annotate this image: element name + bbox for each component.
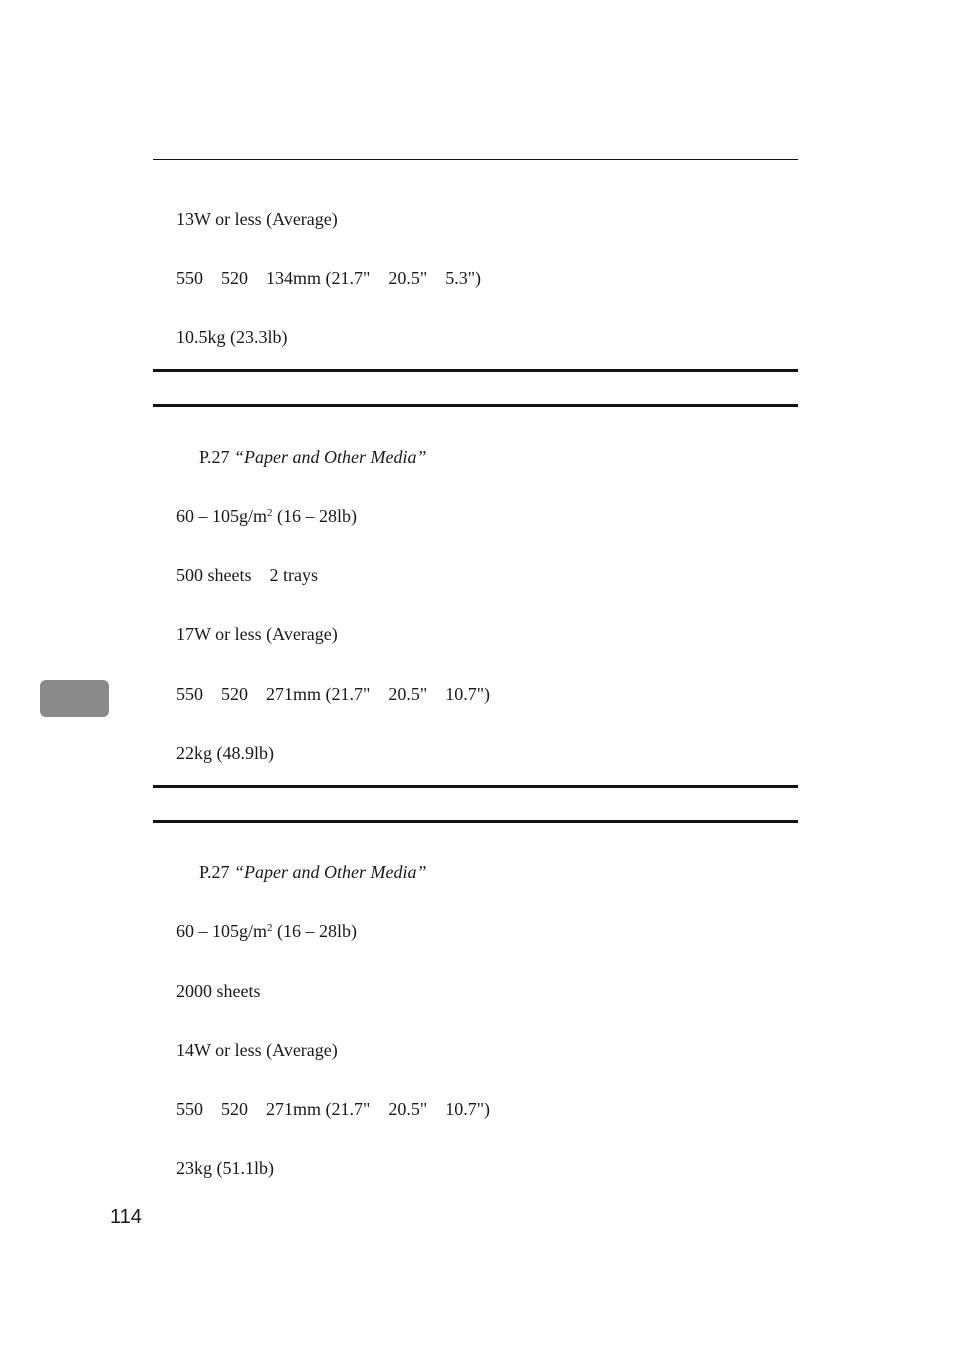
section3-capacity: 2000 sheets <box>176 981 261 1001</box>
section1-end-rule <box>153 369 798 372</box>
section3-weight: 23kg (51.1lb) <box>176 1158 274 1178</box>
section3-paper-reference <box>199 861 427 883</box>
section3-paper-weight-sup: 2 <box>267 922 273 934</box>
header-rule <box>153 159 798 160</box>
section2-ref-page: P.27 <box>199 447 235 467</box>
section2-ref-link[interactable]: “Paper and Other Media” <box>234 447 427 467</box>
section2-capacity: 500 sheets 2 trays <box>176 565 318 585</box>
section1-power: 13W or less (Average) <box>176 209 338 229</box>
section3-ref-link[interactable]: “Paper and Other Media” <box>234 862 427 882</box>
section2-power: 17W or less (Average) <box>176 624 338 644</box>
page-number: 114 <box>110 1206 142 1228</box>
section2-paper-weight-sup: 2 <box>267 507 273 519</box>
section3-ref-page: P.27 <box>199 862 235 882</box>
section3-start-rule <box>153 820 798 823</box>
section2-paper-weight <box>176 505 357 527</box>
section3-power: 14W or less (Average) <box>176 1040 338 1060</box>
section1-dimensions: 550 520 134mm (21.7" 20.5" 5.3") <box>176 268 482 288</box>
section2-paper-reference <box>199 446 427 468</box>
section2-weight: 22kg (48.9lb) <box>176 743 274 763</box>
section3-paper-weight <box>176 920 357 942</box>
section2-paper-weight-imperial: (16 – 28lb) <box>272 506 358 526</box>
section2-paper-weight-value: 60 – 105g/m <box>176 506 268 526</box>
section3-dimensions: 550 520 271mm (21.7" 20.5" 10.7") <box>176 1099 491 1119</box>
section2-end-rule <box>153 785 798 788</box>
section3-paper-weight-imperial: (16 – 28lb) <box>272 921 358 941</box>
section2-start-rule <box>153 404 798 407</box>
section1-weight: 10.5kg (23.3lb) <box>176 327 288 347</box>
section3-paper-weight-value: 60 – 105g/m <box>176 921 268 941</box>
section2-dimensions: 550 520 271mm (21.7" 20.5" 10.7") <box>176 684 491 704</box>
chapter-tab-marker <box>40 680 109 717</box>
